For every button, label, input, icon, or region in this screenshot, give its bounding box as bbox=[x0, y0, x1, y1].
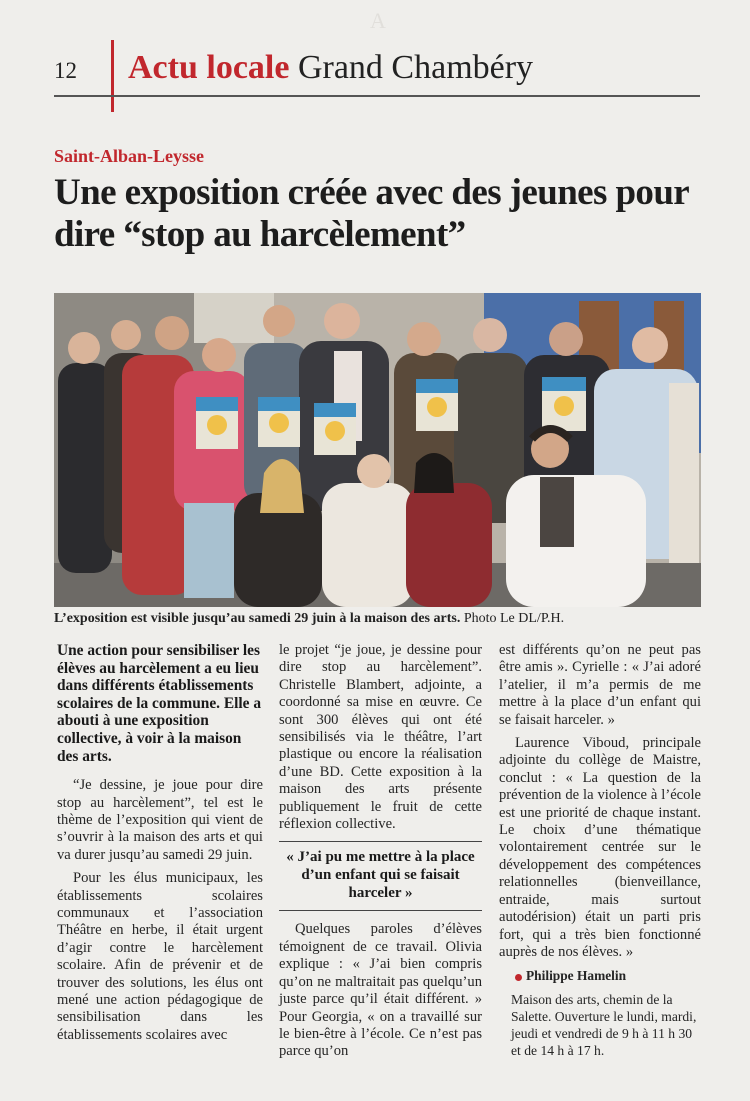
article-headline: Une exposition créée avec des jeunes pour dire “stop au harcèlement” bbox=[54, 172, 689, 255]
column-1 bbox=[57, 642, 263, 1050]
photo-caption bbox=[54, 611, 704, 627]
bleed-through-text: A bbox=[370, 8, 387, 33]
paragraph: le projet “je joue, je dessine pour dire stop au harcèlement”. Christelle Blambert, adjointe, a coordonné sa mise en œuvre. Ce sont 300 élèves qui ont été sensibilisés via le théâtre, l’art plastique ou encore la réalisation d’une BD. Cette exposition à la maison des arts présente publiquement le fruit de cette réflexion collective. bbox=[279, 642, 482, 833]
article-photo bbox=[54, 293, 701, 607]
practical-info: Maison des arts, chemin de la Salette. Ouverture le lundi, mardi, jeudi et vendredi de 9 h à 11 h 30 et de 14 h à 17 h. bbox=[511, 991, 697, 1058]
section-title bbox=[128, 48, 533, 88]
section-title-red: Actu locale bbox=[128, 49, 290, 86]
section-title-dark: Grand Chambéry bbox=[297, 49, 534, 86]
column-2 bbox=[279, 642, 482, 1067]
column-3 bbox=[499, 642, 701, 1059]
paragraph: Quelques paroles d’élèves témoignent de ce travail. Olivia explique : « J’ai bien compris qu’on ne maltraitait pas quelqu’un juste parce qu’il était différent. » Pour Georgia, « on a travaillé sur le bien-être à l’école. Ce n’est pas parce qu’on bbox=[279, 921, 482, 1060]
paragraph: “Je dessine, je joue pour dire stop au harcèlement”, tel est le thème de l’exposition qui vient de s’ouvrir à la maison des arts et qui va durer jusqu’au samedi 29 juin. bbox=[57, 777, 263, 863]
paragraph: est différents qu’on ne peut pas être amis ». Cyrielle : « J’ai adoré l’atelier, il m’a permis de me mettre à la place d’un enfant qui se faisait harceler. » bbox=[499, 642, 701, 728]
caption-text: L’exposition est visible jusqu’au samedi 29 juin à la maison des arts. bbox=[54, 611, 461, 626]
pull-quote: « J’ai pu me mettre à la place d’un enfant qui se faisait harceler » bbox=[279, 841, 482, 911]
header-rule bbox=[54, 95, 700, 97]
paragraph: Pour les élus municipaux, les établissements scolaires communaux et l’association Théâtre en herbe, il était urgent d’agir contre le harcèlement scolaire. Afin de prévenir et de trouver des solutions, les élus ont mené une action pédagogique de sensibilisation dans les établissements scolaires avec bbox=[57, 870, 263, 1043]
article-kicker: Saint-Alban-Leysse bbox=[54, 146, 205, 166]
article-lead: Une action pour sensibiliser les élèves au harcèlement a eu lieu dans différents établissements scolaires de la commune. Elle a abouti à une exposition collective, à voir à la maison des arts. bbox=[57, 642, 262, 765]
author-byline bbox=[499, 967, 701, 984]
bullet-icon bbox=[515, 974, 522, 981]
page-number: 12 bbox=[54, 58, 77, 83]
paragraph: Laurence Viboud, principale adjointe du collège de Maistre, conclut : « La question de la prévention de la violence à l’école est une priorité de chaque instant. Le choix d’une thématique volontairement centrée sur le développement des compétences relationnelles (bienveillance, entraide, mais surtout autodérision) était un parti pris fort, qui a très bien fonctionné auprès de nos élèves. » bbox=[499, 735, 701, 960]
photo-credit: Photo Le DL/P.H. bbox=[463, 611, 565, 626]
author-name: Philippe Hamelin bbox=[526, 968, 627, 984]
section-divider bbox=[111, 40, 114, 112]
